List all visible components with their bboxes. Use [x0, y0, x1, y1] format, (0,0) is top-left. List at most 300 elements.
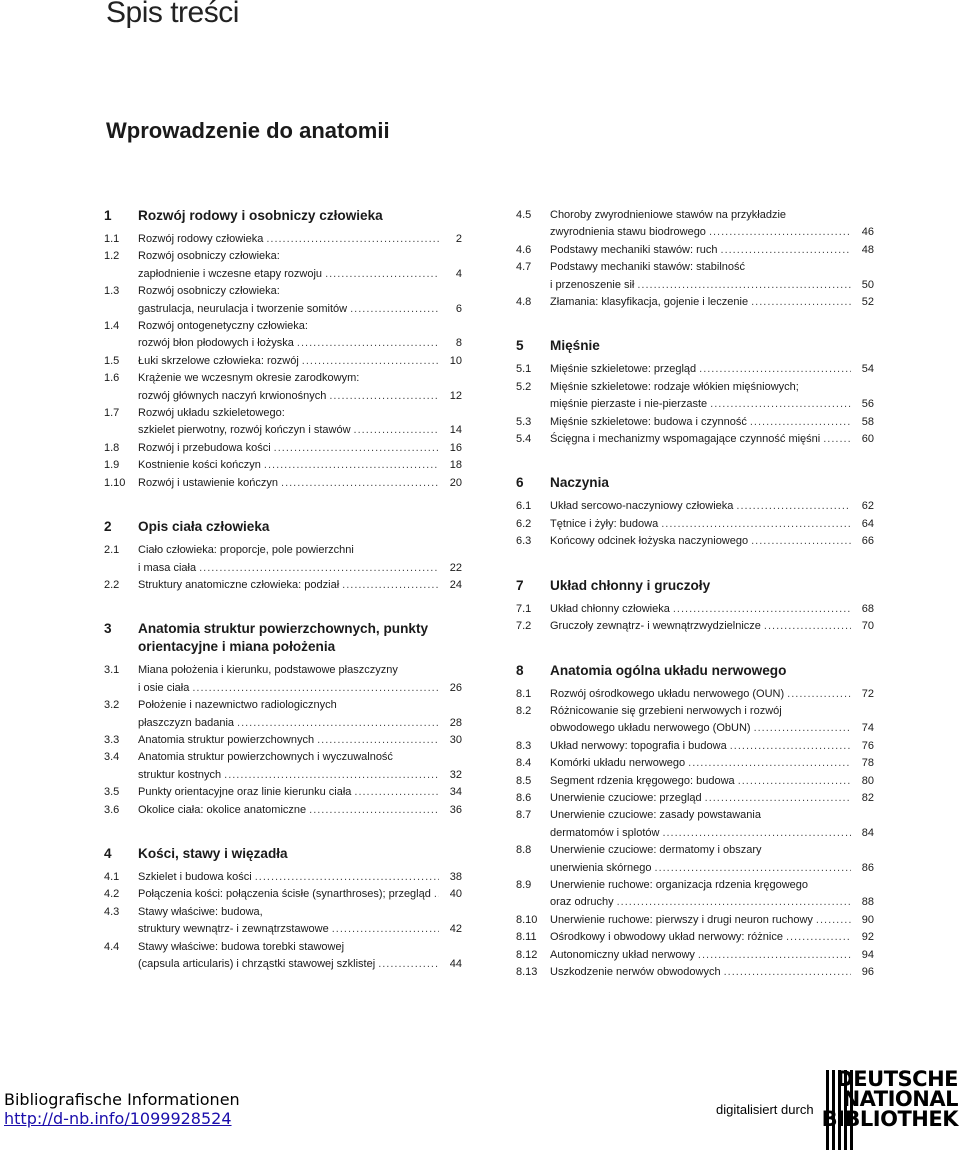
entry-number: 3.4	[104, 751, 120, 764]
toc-entry	[516, 242, 874, 259]
entry-body	[550, 807, 874, 842]
page-number: 78	[861, 757, 874, 770]
page-number: 60	[861, 433, 874, 446]
page-number: 46	[861, 226, 874, 239]
entry-title-row	[138, 266, 462, 283]
toc-entry	[516, 790, 874, 807]
toc-entry	[104, 405, 462, 440]
page-number: 84	[861, 826, 874, 839]
dot-leader	[350, 301, 439, 318]
toc-chapter	[104, 207, 462, 225]
entry-number: 8.13	[516, 966, 538, 978]
chapter-title: Opis ciała człowieka	[138, 519, 270, 535]
entry-number: 4.3	[104, 905, 120, 918]
entry-title-row	[550, 947, 874, 964]
entry-title-row	[550, 825, 874, 842]
entry-title-line: struktury wewnątrz- i zewnątrzstawowe	[138, 923, 329, 936]
entry-body	[138, 662, 462, 697]
dnb-logo-line: DEUTSCHE	[836, 1067, 958, 1091]
entry-body	[138, 283, 462, 318]
entry-title-line: Unerwienie ruchowe: pierwszy i drugi neuron ruchowy	[550, 913, 813, 926]
entry-number: 4.5	[516, 209, 532, 221]
entry-title-line: Rozwój układu szkieletowego:	[138, 407, 285, 420]
entry-number: 8.10	[516, 913, 538, 926]
entry-title-line: Punkty orientacyjne oraz linie kierunku ciała	[138, 786, 352, 799]
entry-title-row	[550, 601, 874, 618]
entry-title-line: Rozwój i przebudowa kości	[138, 441, 271, 454]
toc-entry	[104, 542, 462, 577]
page-number: 24	[449, 578, 462, 591]
entry-title-line: Rozwój rodowy człowieka	[138, 233, 264, 245]
entry-title-row	[138, 577, 462, 594]
toc-entry	[516, 877, 874, 912]
entry-title-row	[550, 755, 874, 772]
dot-leader	[662, 825, 851, 842]
entry-body	[138, 475, 462, 492]
toc-entry	[104, 577, 462, 594]
dot-leader	[730, 738, 851, 755]
entry-number: 7.1	[516, 602, 532, 615]
entry-title-row	[550, 964, 874, 981]
toc-chapter	[516, 577, 874, 595]
page-number: 96	[861, 966, 874, 978]
entry-title-line: Unerwienie czuciowe: zasady powstawania	[550, 809, 761, 822]
toc-chapter	[104, 518, 462, 536]
entry-title-row	[550, 912, 874, 929]
dot-leader	[354, 422, 439, 439]
entry-title-line: Autonomiczny układ nerwowy	[550, 948, 695, 961]
entry-body	[138, 405, 462, 440]
entry-title-line: Podstawy mechaniki stawów: stabilność	[550, 261, 746, 274]
entry-number: 8.5	[516, 774, 532, 787]
entry-title-row	[550, 773, 874, 790]
page-number: 28	[449, 716, 462, 729]
chapter-title: Rozwój rodowy i osobniczy człowieka	[138, 208, 383, 223]
entry-title-line: Położenie i nazewnictwo radiologicznych	[138, 699, 337, 712]
entry-title-line: płaszczyzn badania	[138, 716, 235, 729]
entry-title-row	[550, 929, 874, 946]
dot-leader	[710, 396, 851, 413]
entry-title-line: Tętnice i żyły: budowa	[550, 517, 659, 530]
entry-body	[550, 414, 874, 431]
entry-title-line: Rozwój ontogenetyczny człowieka:	[138, 320, 308, 333]
entry-title-line: Choroby zwyrodnieniowe stawów na przykładzie	[550, 209, 787, 221]
chapter-number: 7	[516, 577, 524, 593]
toc-entry	[516, 618, 874, 635]
entry-title-row	[550, 277, 874, 294]
entry-number: 1.5	[104, 354, 120, 367]
entry-title-row	[550, 516, 874, 533]
toc-entry	[516, 533, 874, 550]
dnb-logo-line: BIBLIOTHEK	[821, 1107, 958, 1131]
entry-title-row	[138, 457, 462, 474]
toc-entry	[516, 379, 874, 414]
entry-number: 5.1	[516, 363, 532, 376]
page-number: 82	[861, 791, 874, 804]
entry-title-line: Układ sercowo-naczyniowy człowieka	[550, 500, 734, 513]
page-number: 50	[861, 278, 874, 291]
dot-leader	[192, 680, 439, 697]
entry-number: 3.2	[104, 699, 120, 712]
toc-entry	[104, 370, 462, 405]
entry-title-line: Anatomia struktur powierzchownych i wyczuwalność	[138, 751, 393, 764]
entry-body	[550, 686, 874, 703]
entry-body	[550, 379, 874, 414]
dot-leader	[354, 784, 439, 801]
page-number: 42	[449, 923, 462, 936]
dot-leader	[787, 686, 851, 703]
entry-title-row	[550, 618, 874, 635]
page-number: 30	[449, 733, 462, 746]
page-number: 80	[861, 774, 874, 787]
page-number: 18	[449, 459, 462, 472]
entry-title-line: Ciało człowieka: proporcje, pole powierzchni	[138, 544, 354, 557]
toc-entry	[104, 869, 462, 886]
toc-entry	[104, 475, 462, 492]
entry-body	[138, 248, 462, 283]
entry-title-row	[550, 720, 874, 737]
entry-title-line: Unerwienie ruchowe: organizacja rdzenia kręgowego	[550, 878, 809, 891]
page-number: 14	[449, 424, 462, 437]
entry-title-line: Segment rdzenia kręgowego: budowa	[550, 774, 735, 787]
toc-entry	[104, 440, 462, 457]
toc-chapter	[516, 662, 874, 680]
entry-title-line: gastrulacja, neurulacja i tworzenie somitów	[138, 302, 348, 315]
entry-title-row	[550, 533, 874, 550]
page-number: 88	[861, 896, 874, 909]
entry-title-line: i masa ciała	[138, 561, 197, 574]
entry-title-line: szkielet pierwotny, rozwój kończyn i stawów	[138, 424, 351, 437]
entry-title-row	[138, 440, 462, 457]
entry-title-line: Końcowy odcinek łożyska naczyniowego	[550, 535, 749, 548]
entry-body	[550, 207, 874, 242]
dot-leader	[274, 440, 439, 457]
entry-body	[138, 749, 462, 784]
chapter-title: Kości, stawy i więzadła	[138, 845, 288, 861]
page-number: 36	[449, 803, 462, 816]
entry-title-line: oraz odruchy	[550, 896, 614, 909]
entry-number: 4.6	[516, 243, 532, 256]
entry-title-row	[550, 738, 874, 755]
chapter-number: 1	[104, 208, 112, 223]
entry-number: 3.1	[104, 664, 120, 677]
entry-title-line: Unerwienie czuciowe: przegląd	[550, 791, 702, 804]
entry-number: 4.2	[104, 888, 120, 901]
toc-entry	[104, 749, 462, 784]
toc-chapter	[516, 337, 874, 355]
entry-title-line: Kostnienie kości kończyn	[138, 459, 261, 472]
toc-entry	[104, 697, 462, 732]
entry-title-row	[550, 361, 874, 378]
toc-entry	[104, 248, 462, 283]
entry-title-line: Połączenia kości: połączenia ścisłe (synarthroses); przegląd	[138, 888, 431, 901]
toc-entry	[516, 431, 874, 448]
page-number: 20	[449, 476, 462, 489]
dot-leader	[724, 964, 851, 981]
toc-entry	[516, 738, 874, 755]
dot-leader	[661, 516, 851, 533]
page-number: 32	[449, 768, 462, 781]
page-number: 12	[449, 389, 462, 402]
toc-right-column	[516, 207, 874, 981]
entry-title-row	[138, 767, 462, 784]
entry-title-row	[550, 294, 874, 311]
toc-entry	[516, 929, 874, 946]
toc-entry	[516, 601, 874, 618]
toc-entry	[516, 755, 874, 772]
chapter-title: Mięśnie	[550, 338, 600, 354]
entry-body	[550, 842, 874, 877]
entry-title-line: Złamania: klasyfikacja, gojenie i leczenie	[550, 296, 749, 309]
chapter-number: 6	[516, 475, 524, 491]
page-number: 70	[861, 620, 874, 633]
toc-entry	[104, 353, 462, 370]
entry-number: 3.6	[104, 803, 120, 816]
page-number: 76	[861, 739, 874, 752]
entry-number: 8.2	[516, 704, 532, 717]
entry-title-line: Ścięgna i mechanizmy wspomagające czynność mięśni	[550, 433, 821, 446]
entry-title-line: Podstawy mechaniki stawów: ruch	[550, 243, 718, 256]
entry-body	[550, 790, 874, 807]
chapter-number: 8	[516, 662, 524, 678]
dnb-link[interactable]: http://d-nb.info/1099928524	[4, 1109, 232, 1128]
entry-body	[138, 939, 462, 974]
toc-entry	[516, 361, 874, 378]
dnb-logo	[821, 1066, 960, 1150]
page-number: 90	[861, 913, 874, 926]
dot-leader	[332, 921, 439, 938]
entry-title-row	[550, 498, 874, 515]
page-number: 34	[449, 786, 462, 799]
entry-number: 8.9	[516, 878, 532, 891]
entry-number: 6.1	[516, 500, 532, 513]
entry-body	[138, 802, 462, 819]
entry-title-row	[550, 790, 874, 807]
entry-number: 8.11	[516, 931, 537, 944]
dot-leader	[705, 790, 851, 807]
entry-number: 8.3	[516, 739, 532, 752]
entry-number: 1.10	[104, 476, 126, 489]
toc-entry	[516, 294, 874, 311]
dot-leader	[297, 335, 439, 352]
entry-title-line: Układ chłonny człowieka	[550, 602, 670, 615]
entry-title-line: zwyrodnienia stawu biodrowego	[550, 226, 706, 239]
dot-leader	[617, 894, 851, 911]
entry-body	[138, 784, 462, 801]
entry-title-line: rozwój błon płodowych i łożyska	[138, 337, 294, 350]
page-title: Spis treści	[106, 0, 239, 29]
entry-title-row	[550, 860, 874, 877]
entry-title-row	[138, 353, 462, 370]
dot-leader	[342, 577, 439, 594]
entry-title-line: Krążenie we wczesnym okresie zarodkowym:	[138, 372, 360, 385]
entry-title-line: Różnicowanie się grzebieni nerwowych i rozwój	[550, 704, 782, 717]
entry-title-line: dermatomów i splotów	[550, 826, 660, 839]
toc-entry	[104, 784, 462, 801]
entry-number: 5.2	[516, 380, 532, 393]
dot-leader	[378, 956, 439, 973]
toc-entry	[104, 662, 462, 697]
entry-title-line: Układ nerwowy: topografia i budowa	[550, 739, 727, 752]
toc-entry	[104, 231, 462, 248]
toc-entry	[516, 807, 874, 842]
entry-body	[550, 242, 874, 259]
entry-body	[138, 231, 462, 248]
page-number: 2	[455, 233, 462, 245]
entry-title-line: i przenoszenie sił	[550, 278, 635, 291]
page-number: 52	[861, 296, 874, 309]
entry-title-row	[138, 388, 462, 405]
page-number: 10	[449, 354, 462, 367]
page-number: 62	[861, 500, 874, 513]
toc-entry	[104, 904, 462, 939]
toc-entry	[516, 842, 874, 877]
toc-entry	[104, 886, 462, 903]
page-number: 94	[861, 948, 874, 961]
entry-title-row	[138, 732, 462, 749]
page-number: 38	[449, 870, 462, 883]
dot-leader	[434, 886, 439, 903]
entry-title-row	[550, 431, 874, 448]
toc-chapter	[104, 620, 462, 656]
entry-title-line: Okolice ciała: okolice anatomiczne	[138, 803, 307, 816]
entry-body	[550, 773, 874, 790]
toc-entry	[104, 802, 462, 819]
page-number: 54	[861, 363, 874, 376]
dot-leader	[816, 912, 851, 929]
toc-entry	[516, 207, 874, 242]
entry-title-line: Mięśnie szkieletowe: rodzaje włókien mięśniowych;	[550, 380, 799, 393]
chapter-number: 5	[516, 338, 524, 354]
dot-leader	[709, 224, 851, 241]
page-number: 26	[449, 681, 462, 694]
entry-title-line: mięśnie pierzaste i nie-pierzaste	[550, 398, 708, 411]
entry-title-row	[138, 921, 462, 938]
entry-number: 5.4	[516, 433, 532, 446]
dot-leader	[736, 498, 851, 515]
entry-number: 8.6	[516, 791, 532, 804]
page-number: 66	[861, 535, 874, 548]
chapter-number: 4	[104, 845, 112, 861]
entry-number: 6.2	[516, 517, 532, 530]
toc-entry	[516, 947, 874, 964]
entry-title-row	[138, 335, 462, 352]
dot-leader	[688, 755, 851, 772]
page-number: 92	[861, 931, 874, 944]
entry-body	[138, 370, 462, 405]
dnb-logo-line: NATIONAL	[842, 1087, 958, 1111]
entry-title-line: rozwój głównych naczyń krwionośnych	[138, 389, 327, 402]
page-number: 22	[449, 561, 462, 574]
entry-number: 4.7	[516, 261, 532, 274]
page-number: 4	[455, 267, 462, 280]
entry-title-line: Stawy właściwe: budowa torebki stawowej	[138, 940, 345, 953]
entry-title-line: Szkielet i budowa kości	[138, 870, 252, 883]
entry-title-line: Łuki skrzelowe człowieka: rozwój	[138, 354, 299, 367]
page-number: 6	[455, 302, 462, 315]
page-number: 56	[861, 398, 874, 411]
entry-title-line: Unerwienie czuciowe: dermatomy i obszary	[550, 844, 762, 857]
page-number: 58	[861, 415, 874, 428]
page-number: 74	[861, 722, 874, 735]
dot-leader	[738, 773, 851, 790]
entry-number: 4.8	[516, 296, 532, 309]
entry-title-line: (capsula articularis) i chrząstki stawowej szklistej	[138, 958, 376, 970]
entry-title-row	[138, 715, 462, 732]
entry-title-row	[550, 224, 874, 241]
page-number: 86	[861, 861, 874, 874]
entry-number: 4.4	[104, 940, 120, 953]
toc-entry	[104, 732, 462, 749]
entry-title-line: struktur kostnych	[138, 768, 222, 781]
entry-body	[550, 498, 874, 515]
entry-body	[550, 703, 874, 738]
dot-leader	[751, 294, 851, 311]
entry-body	[550, 533, 874, 550]
toc-entry	[516, 498, 874, 515]
entry-body	[550, 929, 874, 946]
entry-body	[550, 618, 874, 635]
bibliographic-label: Bibliografische Informationen	[4, 1090, 240, 1109]
chapter-title: Układ chłonny i gruczoły	[550, 577, 711, 593]
chapter-title: Anatomia ogólna układu nerwowego	[550, 662, 787, 678]
entry-number: 1.8	[104, 441, 120, 454]
entry-title-row	[138, 784, 462, 801]
entry-title-line: Rozwój osobniczy człowieka:	[138, 285, 280, 298]
toc-entry	[104, 318, 462, 353]
dot-leader	[237, 715, 439, 732]
dot-leader	[786, 929, 851, 946]
entry-number: 1.2	[104, 250, 120, 263]
toc-left-column	[104, 207, 462, 973]
toc-entry	[516, 686, 874, 703]
dot-leader	[823, 431, 851, 448]
page-number: 68	[861, 602, 874, 615]
dot-leader	[266, 231, 439, 248]
entry-number: 3.3	[104, 733, 120, 746]
entry-body	[550, 294, 874, 311]
section-title: Wprowadzenie do anatomii	[106, 118, 390, 143]
dot-leader	[655, 860, 851, 877]
entry-title-row	[138, 802, 462, 819]
toc-entry	[516, 912, 874, 929]
entry-number: 1.6	[104, 372, 120, 385]
dot-leader	[698, 947, 851, 964]
entry-body	[550, 947, 874, 964]
chapter-number: 3	[104, 621, 112, 637]
entry-number: 4.1	[104, 870, 120, 883]
entry-title-line: Uszkodzenie nerwów obwodowych	[550, 966, 721, 978]
page-number: 8	[455, 337, 462, 350]
entry-body	[138, 457, 462, 474]
entry-body	[550, 738, 874, 755]
entry-body	[550, 877, 874, 912]
entry-body	[138, 577, 462, 594]
entry-body	[138, 697, 462, 732]
entry-title-row	[138, 475, 462, 492]
dot-leader	[751, 533, 851, 550]
entry-title-line: Anatomia struktur powierzchownych	[138, 733, 315, 746]
dot-leader	[764, 618, 851, 635]
digitized-by-label: digitalisiert durch	[716, 1102, 814, 1117]
entry-number: 2.2	[104, 578, 120, 591]
dot-leader	[721, 242, 851, 259]
entry-number: 8.8	[516, 844, 532, 857]
dot-leader	[224, 767, 439, 784]
dot-leader	[699, 361, 851, 378]
page-number: 16	[449, 441, 462, 454]
entry-title-line: Rozwój ośrodkowego układu nerwowego (OUN)	[550, 687, 785, 700]
